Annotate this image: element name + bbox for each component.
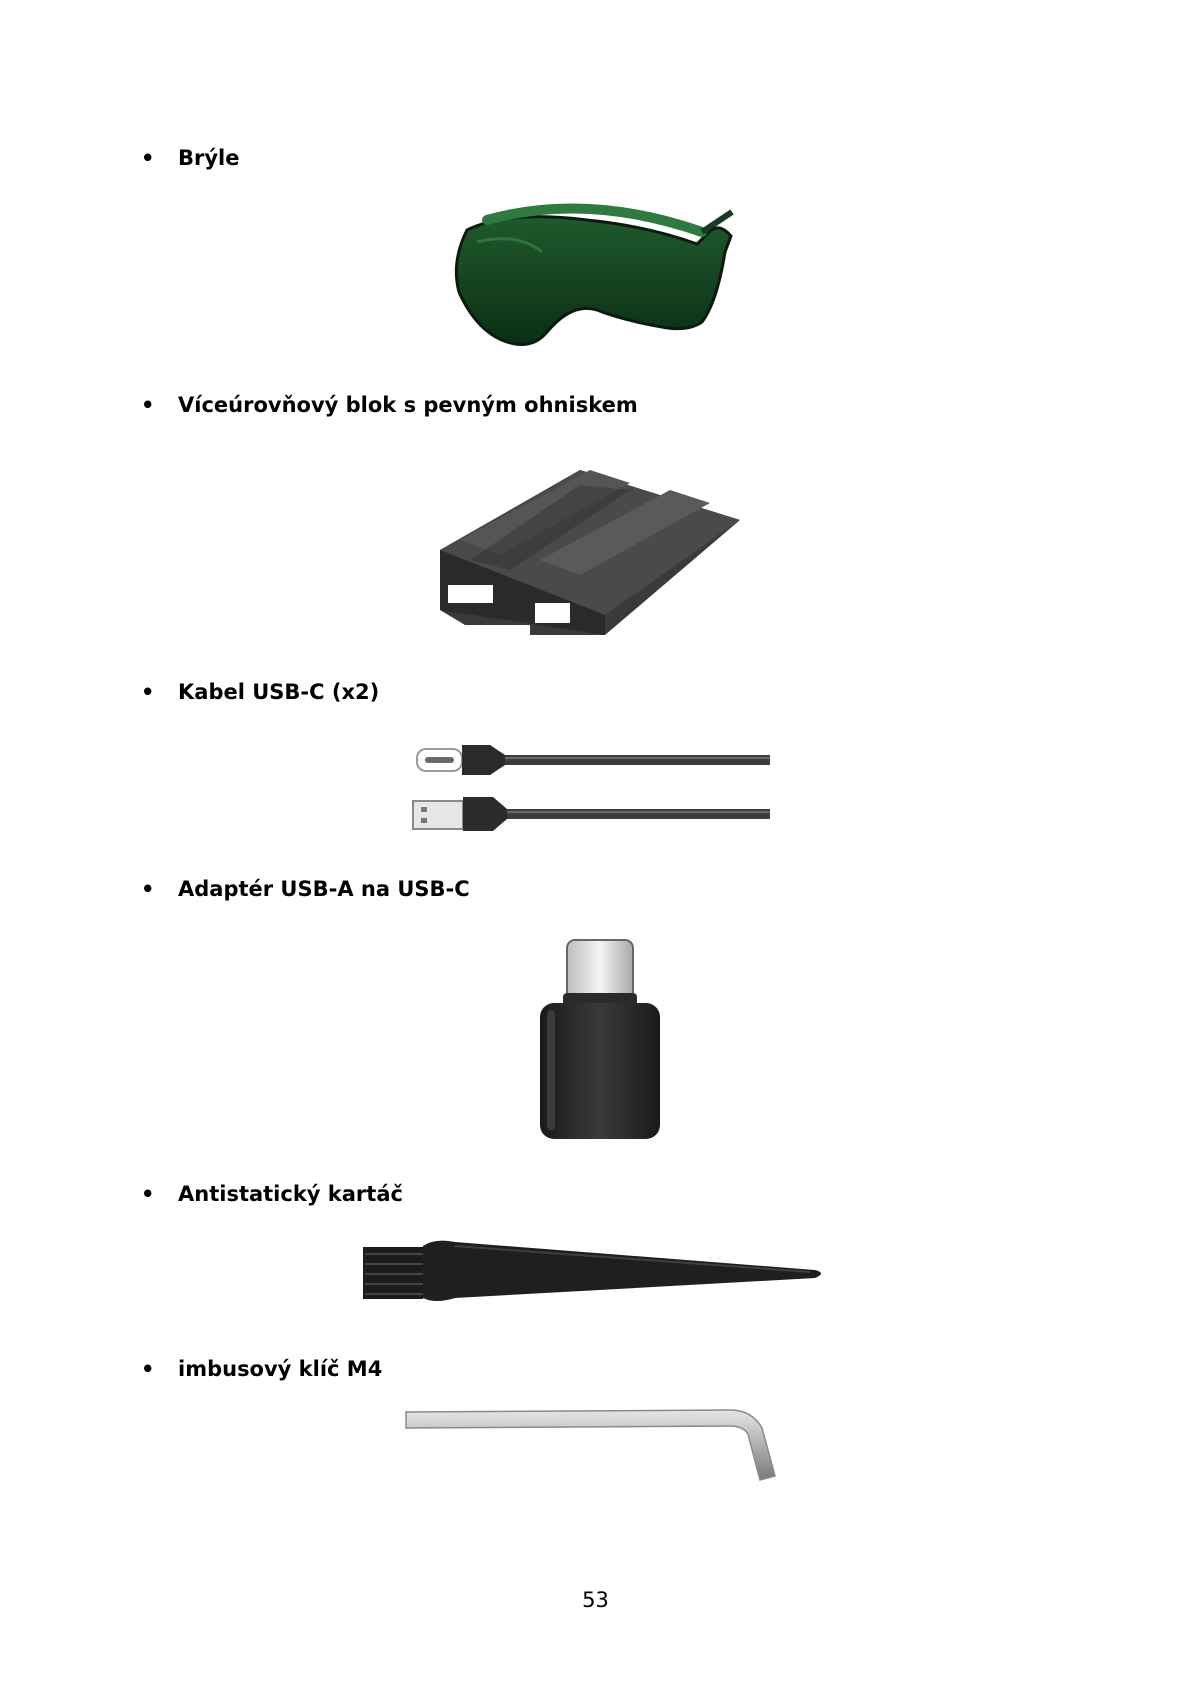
focus-block-icon <box>430 435 770 655</box>
item-label: Víceúrovňový blok s pevným ohniskem <box>178 393 638 417</box>
usb-cables-icon <box>405 733 775 843</box>
item-label: Brýle <box>178 146 240 170</box>
bullet: • <box>141 146 155 170</box>
antistatic-brush-icon <box>355 1232 835 1312</box>
item-label: imbusový klíč M4 <box>178 1357 383 1381</box>
page-number: 53 <box>582 1588 609 1612</box>
usb-adapter-icon <box>535 935 665 1145</box>
bullet: • <box>141 393 155 417</box>
hex-key-icon <box>400 1398 780 1488</box>
item-label: Antistatický kartáč <box>178 1182 403 1206</box>
item-label: Kabel USB-C (x2) <box>178 680 380 704</box>
item-label: Adaptér USB-A na USB-C <box>178 877 470 901</box>
bullet: • <box>141 1357 155 1381</box>
bullet: • <box>141 1182 155 1206</box>
bullet: • <box>141 877 155 901</box>
bullet: • <box>141 680 155 704</box>
safety-glasses-icon <box>447 192 752 370</box>
